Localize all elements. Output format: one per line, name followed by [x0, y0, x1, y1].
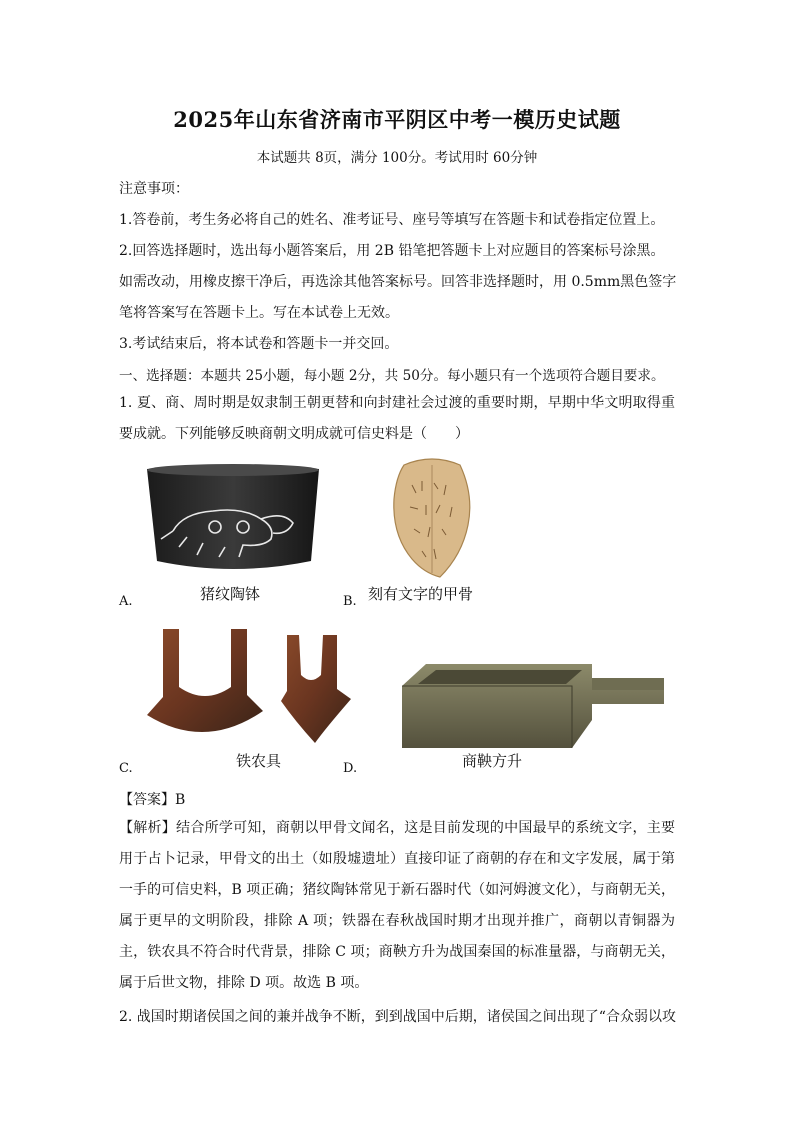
- option-b-caption: 刻有文字的甲骨: [368, 585, 474, 603]
- section-heading: 一、选择题：本题共 25小题，每小题 2分，共 50分。每小题只有一个选项符合题目要求。: [119, 368, 665, 384]
- page-title: 2025年山东省济南市平阴区中考一模历史试题: [173, 107, 621, 132]
- analysis-text: 【解析】结合所学可知，商朝以甲骨文闻名，这是目前发现的中国最早的系统文字，主要用于占卜记录，甲骨文的出土（如殷墟遗址）直接印证了商朝的存在和文字发展，属于第一手的可信史料，B 项正确；猪纹陶钵常见于新石器时代（如河姆渡文化），与商朝无关，属于更早的文明阶段，排除 A 项；铁器在春秋战国时期才出现并推广，商朝以青铜器为主，铁农具不符合时代背景，排除 C 项；商鞅方升为战国秦国的标准量器，与商朝无关，属于后世文物，排除 D 项。故选 B 项。: [119, 820, 675, 991]
- iron-farm-tools-image: [145, 625, 365, 743]
- notes-heading: 注意事项：: [119, 181, 189, 197]
- note-line: 1.答卷前，考生务必将自己的姓名、准考证号、座号等填写在答题卡和试卷指定位置上。: [119, 212, 665, 228]
- exam-info: 本试题共 8页，满分 100分。考试用时 60分钟: [256, 150, 538, 166]
- question-2-text: 2. 战国时期诸侯国之间的兼并战争不断，到到战国中后期，诸侯国之间出现了“合众弱以攻: [119, 1009, 676, 1025]
- answer-line: 【答案】B: [119, 792, 186, 808]
- pig-pottery-bowl-image: [143, 461, 323, 581]
- option-c-caption: 铁农具: [236, 752, 282, 770]
- option-a-letter: A.: [119, 594, 133, 609]
- option-d-caption: 商鞅方升: [462, 752, 523, 770]
- note-line: 如需改动，用橡皮擦干净后，再选涂其他答案标号。回答非选择题时，用 0.5mm黑色签字: [119, 274, 677, 290]
- option-a-caption: 猪纹陶钵: [200, 585, 261, 603]
- option-d-letter: D.: [343, 761, 358, 776]
- question-1-text: 1. 夏、商、周时期是奴隶制王朝更替和向封建社会过渡的重要时期，早期中华文明取得重要成就。下列能够反映商朝文明成就可信史料是（ ）: [119, 395, 675, 442]
- note-line: 2.回答选择题时，选出每小题答案后，用 2B 铅笔把答题卡上对应题目的答案标号涂黑。: [119, 243, 665, 259]
- note-line: 笔将答案写在答题卡上。写在本试卷上无效。: [119, 305, 399, 321]
- oracle-bone-image: [382, 455, 482, 580]
- option-b-letter: B.: [343, 594, 357, 609]
- note-line: 3.考试结束后，将本试卷和答题卡一并交回。: [119, 336, 399, 352]
- shang-yang-measure-image: [396, 660, 668, 754]
- option-c-letter: C.: [119, 761, 133, 776]
